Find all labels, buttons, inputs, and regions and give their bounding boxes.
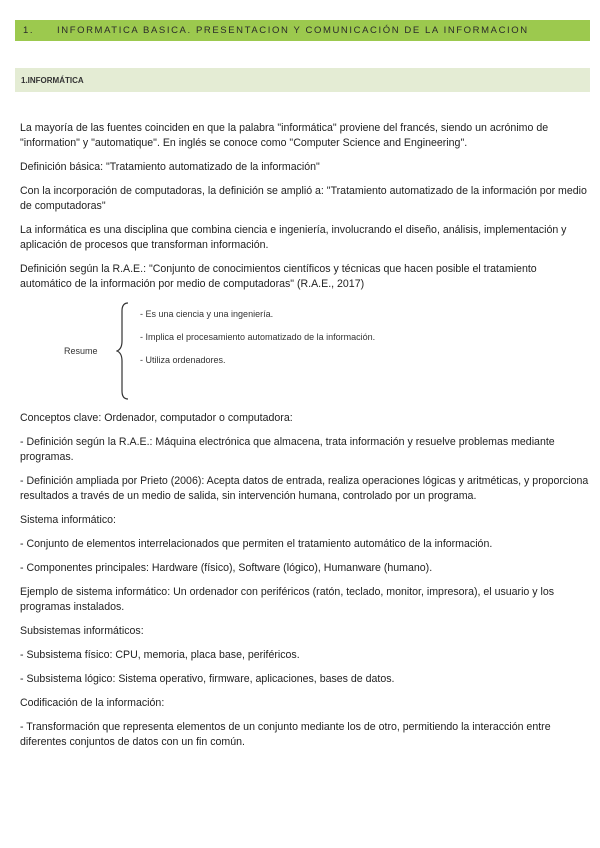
paragraph: - Transformación que representa elementos de un conjunto mediante los de otro, permitiendo la interacción entre diferentes conjuntos de datos con un fin común.: [20, 721, 551, 748]
paragraph: La informática es una disciplina que combina ciencia e ingeniería, involucrando el diseño, análisis, implementación y aplicación de procesos que transforman información.: [20, 224, 567, 251]
paragraph: - Conjunto de elementos interrelacionados que permiten el tratamiento automático de la información.: [20, 538, 493, 550]
paragraph: Sistema informático:: [20, 514, 116, 526]
summary-list: [140, 307, 375, 376]
summary-item: - Implica el procesamiento automatizado de la información.: [140, 332, 376, 342]
paragraph: Definición básica: "Tratamiento automatizado de la información": [20, 161, 320, 173]
paragraph: Con la incorporación de computadoras, la definición se amplió a: "Tratamiento automatizado de la información por medio de computadoras": [20, 185, 587, 212]
chapter-header: [15, 20, 590, 41]
chapter-title: INFORMATICA BASICA. PRESENTACION Y COMUNICACIÓN DE LA INFORMACION: [57, 25, 529, 36]
curly-brace-icon: [116, 301, 130, 401]
paragraph: Codificación de la información:: [20, 697, 165, 709]
paragraph: Ejemplo de sistema informático: Un ordenador con periféricos (ratón, teclado, monitor, impresora), el usuario y los programas instalados.: [20, 586, 555, 613]
summary-label: Resume: [64, 346, 98, 356]
paragraph: - Subsistema lógico: Sistema operativo, firmware, aplicaciones, bases de datos.: [20, 673, 395, 685]
chapter-number: 1.: [23, 25, 35, 36]
paragraph: Conceptos clave: Ordenador, computador o computadora:: [20, 412, 293, 424]
paragraph: Subsistemas informáticos:: [20, 625, 144, 637]
section-title: 1.INFORMÁTICA: [21, 75, 84, 85]
paragraph: - Componentes principales: Hardware (físico), Software (lógico), Humanware (humano).: [20, 562, 433, 574]
paragraph: - Subsistema físico: CPU, memoria, placa base, periféricos.: [20, 649, 300, 661]
summary-item: - Utiliza ordenadores.: [140, 355, 226, 365]
summary-item: - Es una ciencia y una ingeniería.: [140, 309, 274, 319]
paragraph: - Definición según la R.A.E.: Máquina electrónica que almacena, trata información y resuelve problemas mediante programas.: [20, 436, 555, 463]
summary-box: [20, 301, 590, 405]
paragraph: Definición según la R.A.E.: "Conjunto de conocimientos científicos y técnicas que hacen posible el tratamiento automático de la información por medio de computadoras" (R.A.E., 2017): [20, 263, 537, 290]
paragraph: La mayoría de las fuentes coinciden en que la palabra "informática" proviene del francés, siendo un acrónimo de "information" y "automatique". En inglés se conoce como "Computer Science and Engineering".: [20, 122, 549, 149]
paragraph: - Definición ampliada por Prieto (2006): Acepta datos de entrada, realiza operaciones lógicas y aritméticas, y proporciona resultados a través de un medio de salida, sin intervención humana, controlado por un programa.: [20, 475, 589, 502]
section-header: [15, 68, 590, 92]
document-body: [20, 121, 590, 759]
